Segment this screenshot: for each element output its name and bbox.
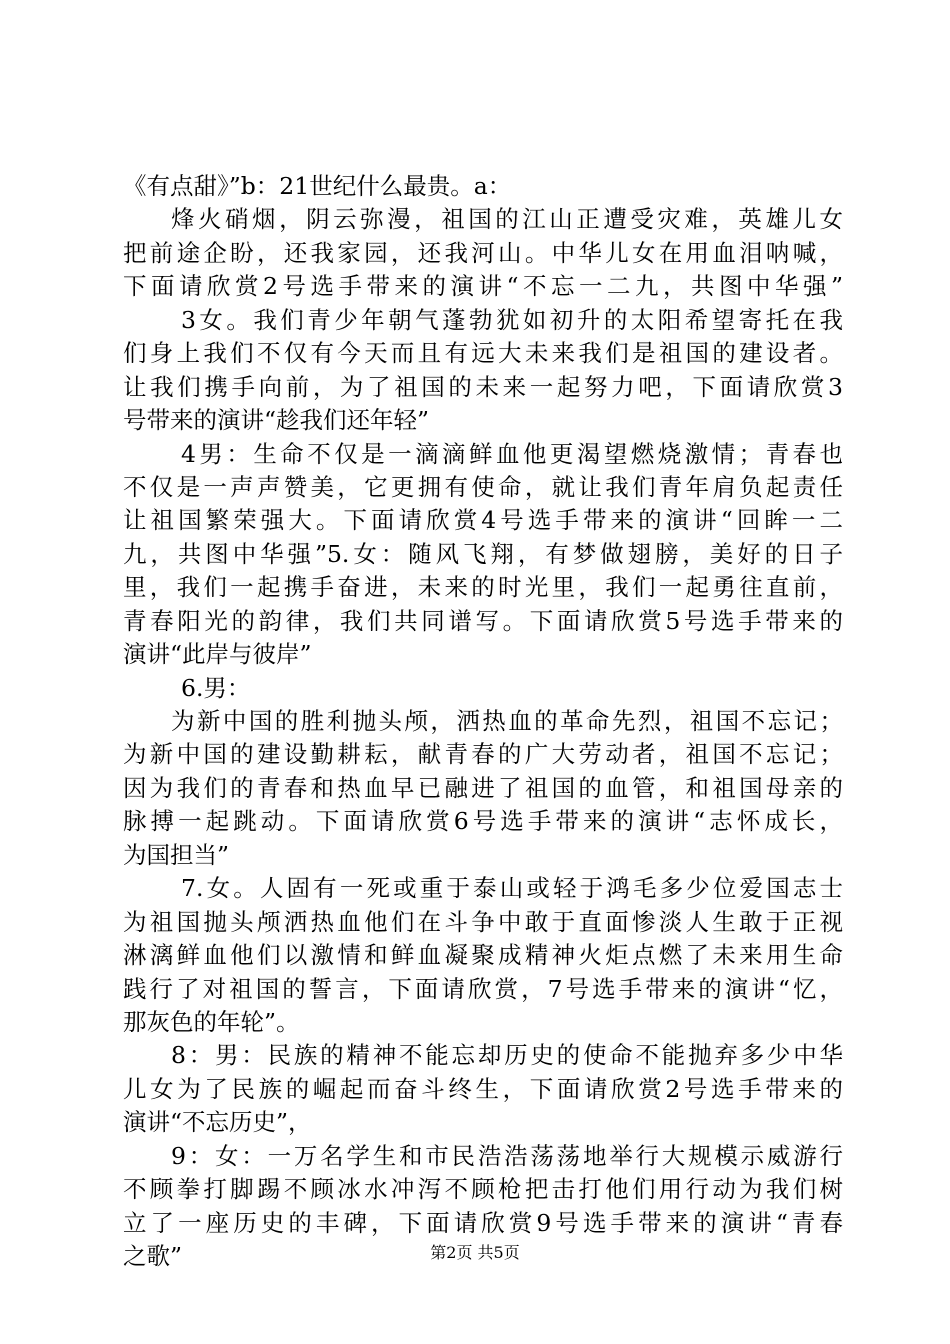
text-line: 脉搏一起跳动。下面请欣赏6号选手带来的演讲“志怀成长， bbox=[123, 807, 843, 836]
text-line: 为新中国的胜利抛头颅，洒热血的革命先烈，祖国不忘记； bbox=[171, 707, 843, 735]
text-line: 为新中国的建设勤耕耘，献青春的广大劳动者，祖国不忘记； bbox=[123, 740, 843, 769]
text-line: 淋漓鲜血他们以激情和鲜血凝聚成精神火炬点燃了未来用生命 bbox=[123, 941, 843, 970]
text-line: 因为我们的青春和热血早已融进了祖国的血管，和祖国母亲的 bbox=[123, 773, 843, 802]
text-line: 之歌” bbox=[123, 1242, 183, 1270]
document-body bbox=[123, 170, 843, 1273]
text-line: 演讲“不忘历史”， bbox=[123, 1108, 312, 1137]
page-number-footer: 第2页 共5页 bbox=[430, 1243, 520, 1262]
text-line: 8：男：民族的精神不能忘却历史的使命不能抛弃多少中华 bbox=[171, 1041, 843, 1070]
text-line: 不仅是一声声赞美，它更拥有使命，就让我们青年肩负起责任 bbox=[123, 472, 843, 501]
text-line: 9：女：一万名学生和市民浩浩荡荡地举行大规模示威游行 bbox=[171, 1141, 843, 1170]
text-line: 为国担当” bbox=[123, 840, 230, 869]
text-line: 下面请欣赏2号选手带来的演讲“不忘一二九，共图中华强” bbox=[123, 272, 843, 301]
text-line: 九，共图中华强”5.女：随风飞翔，有梦做翅膀，美好的日子 bbox=[123, 539, 843, 568]
text-line: 们身上我们不仅有今天而且有远大未来我们是祖国的建设者。 bbox=[123, 339, 843, 368]
text-line: 立了一座历史的丰碑，下面请欣赏9号选手带来的演讲“青春 bbox=[123, 1208, 843, 1237]
text-line: 3女。我们青少年朝气蓬勃犹如初升的太阳希望寄托在我 bbox=[181, 305, 843, 334]
text-line: 6.男： bbox=[181, 673, 251, 702]
text-line: 为祖国抛头颅洒热血他们在斗争中敢于直面惨淡人生敢于正视 bbox=[123, 907, 843, 936]
text-line: 践行了对祖国的誓言，下面请欣赏，7号选手带来的演讲“忆， bbox=[123, 974, 843, 1003]
text-line: 那灰色的年轮”。 bbox=[123, 1007, 300, 1036]
text-line: 4男：生命不仅是一滴滴鲜血他更渴望燃烧激情；青春也 bbox=[181, 439, 843, 468]
text-line: 7.女。人固有一死或重于泰山或轻于鸿毛多少位爱国志士 bbox=[181, 874, 843, 903]
text-line: 《有点甜》”b：21世纪什么最贵。a： bbox=[123, 172, 512, 200]
text-line: 不顾拳打脚踢不顾冰水冲泻不顾枪把击打他们用行动为我们树 bbox=[123, 1175, 843, 1204]
text-line: 儿女为了民族的崛起而奋斗终生，下面请欣赏2号选手带来的 bbox=[123, 1074, 843, 1103]
text-line: 青春阳光的韵律，我们共同谱写。下面请欣赏5号选手带来的 bbox=[123, 606, 843, 635]
text-line: 让我们携手向前，为了祖国的未来一起努力吧，下面请欣赏3 bbox=[123, 372, 843, 401]
text-line: 号带来的演讲“趁我们还年轻” bbox=[123, 406, 430, 435]
text-line: 把前途企盼，还我家园，还我河山。中华儿女在用血泪呐喊， bbox=[123, 238, 843, 267]
text-line: 里，我们一起携手奋进，未来的时光里，我们一起勇往直前， bbox=[123, 573, 843, 602]
text-line: 演讲“此岸与彼岸” bbox=[123, 640, 312, 669]
text-line: 让祖国繁荣强大。下面请欣赏4号选手带来的演讲“回眸一二 bbox=[123, 506, 843, 535]
text-line: 烽火硝烟，阴云弥漫，祖国的江山正遭受灾难，英雄儿女 bbox=[171, 205, 843, 234]
